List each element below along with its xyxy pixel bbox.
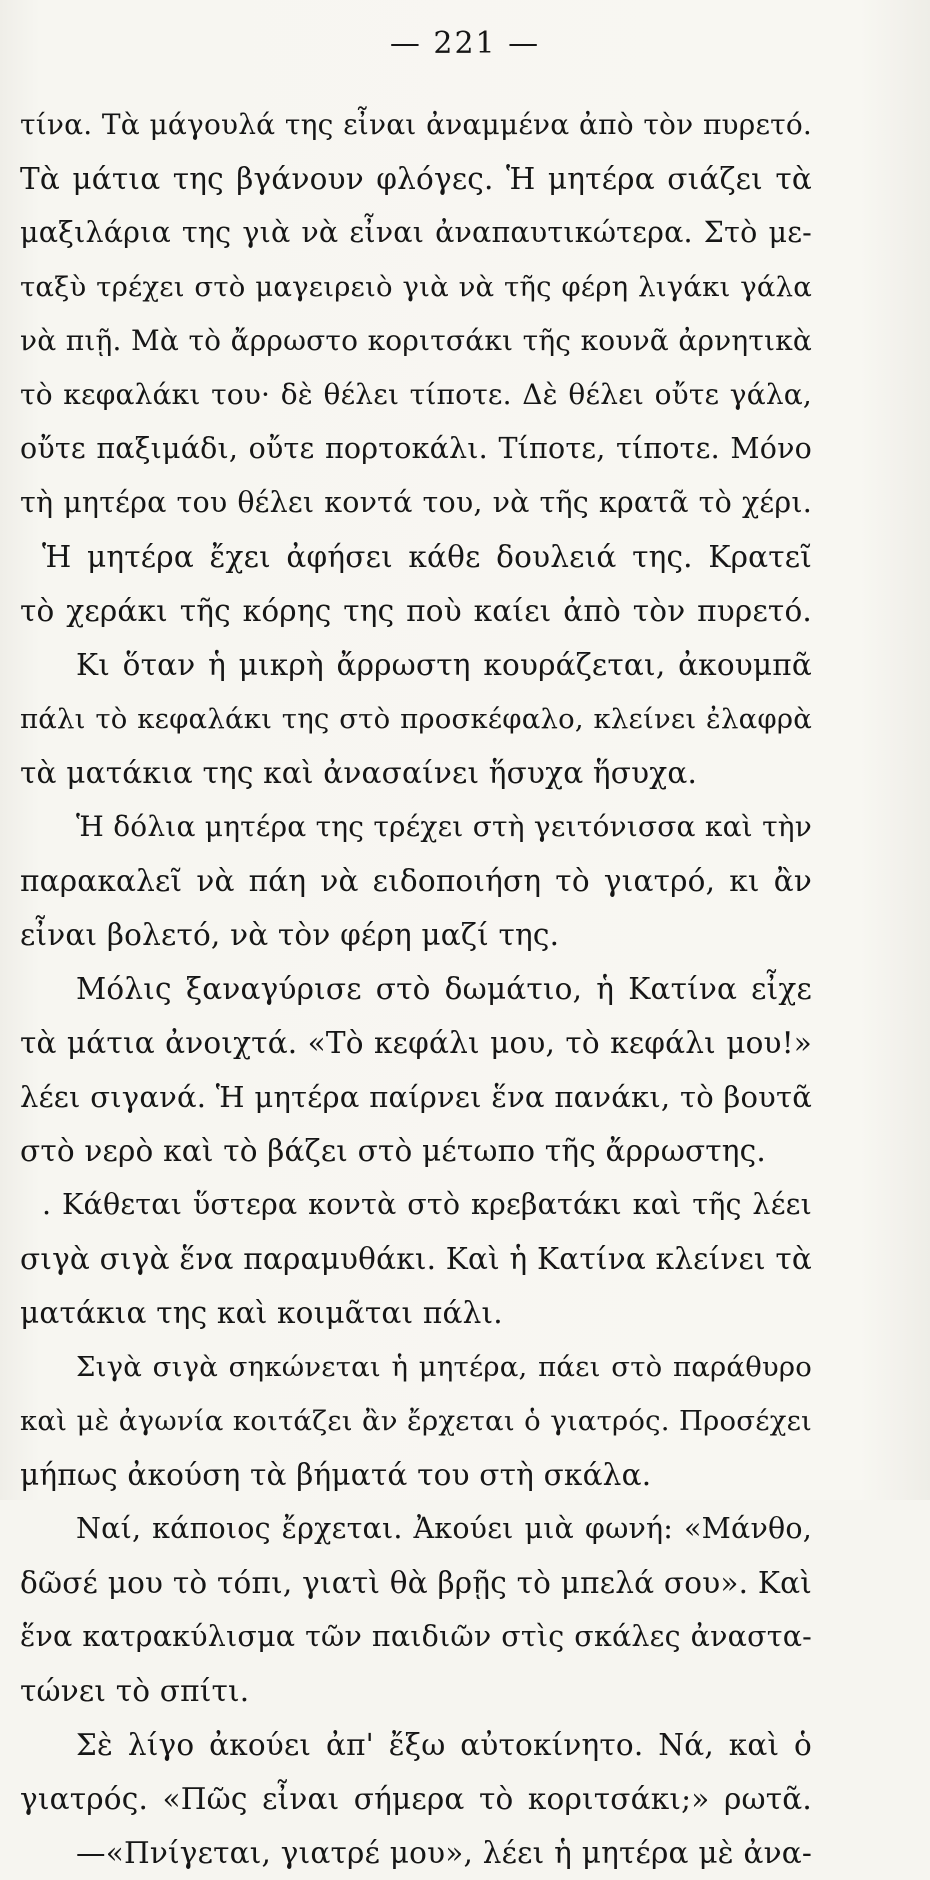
page-number: — 221 — — [389, 26, 541, 61]
text-line: οὔτε παξιμάδι, οὔτε πορτοκάλι. Τίποτε, τίποτε. Μόνο — [20, 432, 812, 465]
text-line: Ναί, κάποιος ἔρχεται. Ἀκούει μιὰ φωνή: «Μάνθο, — [76, 1512, 812, 1545]
text-line: δῶσέ μου τὸ τόπι, γιατὶ θὰ βρῇς τὸ μπελά σου». Καὶ — [20, 1566, 812, 1600]
text-line: —«Πνίγεται, γιατρέ μου», λέει ἡ μητέρα μὲ ἀνα- — [76, 1836, 812, 1870]
text-line: τώνει τὸ σπίτι. — [20, 1674, 250, 1708]
text-line: τὸ κεφαλάκι του· δὲ θέλει τίποτε. Δὲ θέλει οὔτε γάλα, — [20, 378, 812, 411]
text-line: ἕνα κατρακύλισμα τῶν παιδιῶν στὶς σκάλες ἀναστα- — [20, 1620, 812, 1653]
text-line: λέει σιγανά. Ἡ μητέρα παίρνει ἕνα πανάκι, τὸ βουτᾶ — [20, 1080, 812, 1114]
text-line: μήπως ἀκούση τὰ βήματά του στὴ σκάλα. — [20, 1458, 652, 1492]
text-line: τὴ μητέρα του θέλει κοντά του, νὰ τῆς κρατᾶ τὸ χέρι. — [20, 486, 812, 519]
text-line: νὰ πιῇ. Μὰ τὸ ἄρρωστο κοριτσάκι τῆς κουνᾶ ἀρνητικὰ — [20, 324, 812, 357]
text-line: Τὰ μάτια της βγάνουν φλόγες. Ἡ μητέρα σιάζει τὰ — [20, 162, 812, 196]
text-line: Κι ὅταν ἡ μικρὴ ἄρρωστη κουράζεται, ἀκουμπᾶ — [76, 648, 812, 682]
text-line: ταξὺ τρέχει στὸ μαγειρειὸ γιὰ νὰ τῆς φέρη λιγάκι γάλα — [20, 271, 812, 303]
text-line: τὸ χεράκι τῆς κόρης της ποὺ καίει ἀπὸ τὸν πυρετό. — [20, 594, 812, 628]
text-line: ματάκια της καὶ κοιμᾶται πάλι. — [20, 1296, 503, 1330]
text-line: εἶναι βολετό, νὰ τὸν φέρη μαζί της. — [20, 918, 560, 952]
text-line: Σιγὰ σιγὰ σηκώνεται ἡ μητέρα, πάει στὸ παράθυρο — [76, 1351, 812, 1383]
text-line: γιατρός. «Πῶς εἶναι σήμερα τὸ κοριτσάκι;» ρωτᾶ. — [20, 1782, 812, 1816]
text-line: Ἡ μητέρα ἔχει ἀφήσει κάθε δουλειά της. Κρατεῖ — [42, 540, 812, 574]
text-line: τίνα. Τὰ μάγουλά της εἶναι ἀναμμένα ἀπὸ τὸν πυρετό. — [20, 108, 812, 141]
text-line: Μόλις ξαναγύρισε στὸ δωμάτιο, ἡ Κατίνα εἶχε — [76, 972, 812, 1006]
text-line: Ἡ δόλια μητέρα της τρέχει στὴ γειτόνισσα καὶ τὴν — [76, 810, 812, 843]
text-line: σιγὰ σιγὰ ἕνα παραμυθάκι. Καὶ ἡ Κατίνα κλείνει τὰ — [20, 1242, 812, 1276]
text-line: παρακαλεῖ νὰ πάη νὰ ειδοποιήση τὸ γιατρό, κι ἂν — [20, 864, 812, 898]
text-line: Σὲ λίγο ἀκούει ἀπ' ἔξω αὐτοκίνητο. Νά, καὶ ὁ — [76, 1728, 812, 1762]
body-text — [20, 98, 812, 1880]
text-line: τὰ ματάκια της καὶ ἀνασαίνει ἥσυχα ἥσυχα. — [20, 756, 698, 790]
text-line: μαξιλάρια της γιὰ νὰ εἶναι ἀναπαυτικώτερα. Στὸ με- — [20, 216, 812, 249]
text-line: πάλι τὸ κεφαλάκι της στὸ προσκέφαλο, κλείνει ἐλαφρὰ — [20, 703, 812, 735]
text-line: καὶ μὲ ἀγωνία κοιτάζει ἂν ἔρχεται ὁ γιατρός. Προσέχει — [20, 1405, 812, 1437]
text-line: τὰ μάτια ἀνοιχτά. «Τὸ κεφάλι μου, τὸ κεφάλι μου!» — [20, 1026, 812, 1060]
text-line: . Κάθεται ὕστερα κοντὰ στὸ κρεβατάκι καὶ τῆς λέει — [42, 1188, 812, 1221]
text-line: στὸ νερὸ καὶ τὸ βάζει στὸ μέτωπο τῆς ἄρρωστης. — [20, 1134, 766, 1168]
